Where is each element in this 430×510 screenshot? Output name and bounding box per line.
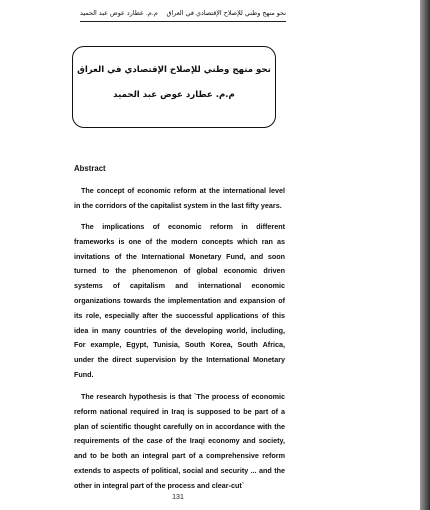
abstract-paragraph: The research hypothesis is that `The process of economic reform national required in Iraq is supposed to be part of a plan of scientific thought carefully on in accordance with the requirements of the case of the Iraqi economy and society, and to be both an integral part of a comprehensive reform extends to aspects of political, social and security ... and the other in integral part of the process and clear-cut`	[74, 392, 285, 490]
abstract-paragraph: The implications of economic reform in different frameworks is one of the modern concepts which ran as invitations of the International Monetary Fund, and soon turned to the phenomenon of global economic driven systems of capitalism and international economic organizations towards the implementation and expansion of its role, especially after the successful applications of this idea in many countries of the developing world, including, For example, Egypt, Tunisia, South Korea, South Africa, under the direct supervision by the International Monetary Fund.	[74, 222, 285, 379]
header-rule	[80, 21, 286, 22]
paper-author: م.م. عطارد عوض عبد الحميد	[113, 90, 235, 100]
abstract-heading: Abstract	[74, 164, 106, 173]
running-header	[80, 9, 286, 17]
abstract-paragraph: The concept of economic reform at the international level in the corridors of the capitalist system in the last fifty years.	[74, 186, 285, 210]
running-title: نحو منهج وطني للإصلاح الإقتصادي في العراق	[166, 9, 286, 17]
running-author: م.م. عطارد عوض عبد الحميد	[80, 9, 158, 17]
viewer-edge-shadow	[420, 0, 430, 510]
paper-title: نحو منهج وطني للإصلاح الإقتصادي في العراق	[77, 65, 271, 75]
page-number: 131	[172, 494, 184, 501]
title-box	[72, 46, 276, 128]
